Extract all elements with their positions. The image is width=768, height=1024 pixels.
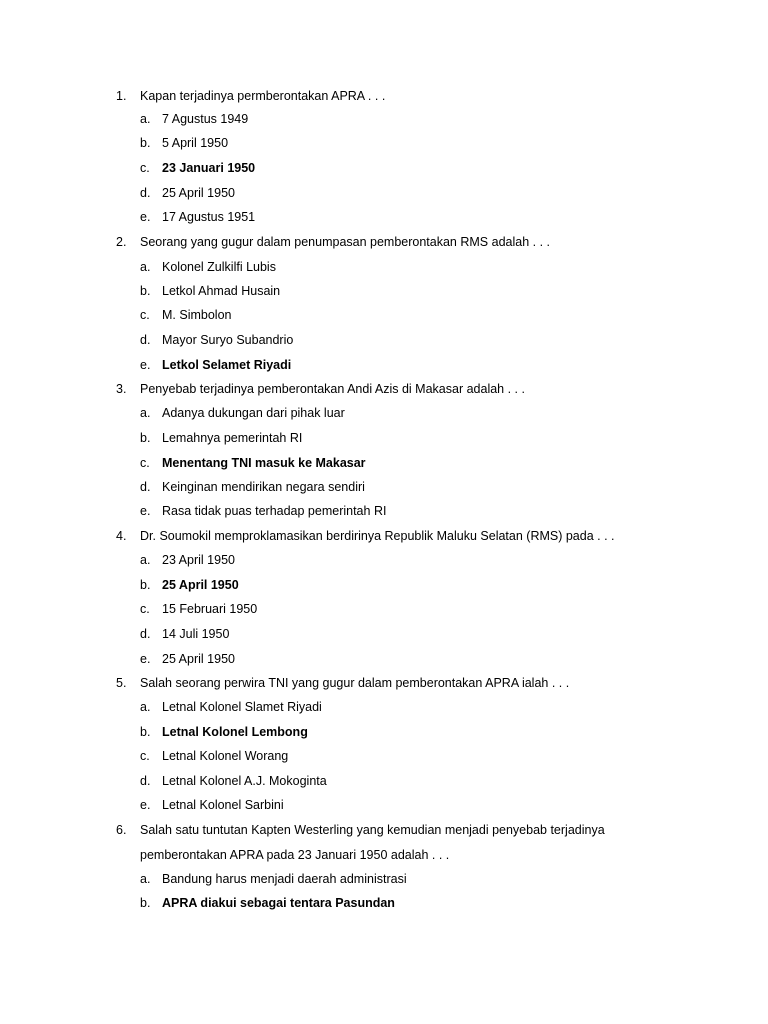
- question-number: 3.: [116, 382, 127, 396]
- option-text: 5 April 1950: [162, 136, 229, 150]
- option-text: Letnal Kolonel Sarbini: [162, 798, 284, 812]
- question-text: Kapan terjadinya permberontakan APRA . . .: [140, 89, 386, 103]
- option-text: Rasa tidak puas terhadap pemerintah RI: [162, 504, 387, 518]
- question-text-continued: pemberontakan APRA pada 23 Januari 1950 adalah . . .: [140, 848, 450, 862]
- option-letter: a.: [140, 700, 151, 714]
- option-letter: b.: [140, 578, 151, 592]
- option-text: APRA diakui sebagai tentara Pasundan: [162, 896, 395, 910]
- option-text: 15 Februari 1950: [162, 602, 258, 616]
- option-letter: d.: [140, 333, 151, 347]
- option-letter: b.: [140, 284, 151, 298]
- option-letter: a.: [140, 112, 151, 126]
- option-text: Letkol Ahmad Husain: [162, 284, 281, 298]
- option-letter: d.: [140, 186, 151, 200]
- option-letter: b.: [140, 136, 151, 150]
- option-text: Lemahnya pemerintah RI: [162, 431, 303, 445]
- question-text: Salah seorang perwira TNI yang gugur dalam pemberontakan APRA ialah . . .: [140, 676, 570, 690]
- option-text: 25 April 1950: [162, 186, 235, 200]
- option-text: Adanya dukungan dari pihak luar: [162, 406, 345, 420]
- option-text: Letnal Kolonel Worang: [162, 749, 289, 763]
- option-letter: d.: [140, 774, 151, 788]
- option-letter: a.: [140, 872, 151, 886]
- option-text: Mayor Suryo Subandrio: [162, 333, 294, 347]
- option-text: M. Simbolon: [162, 308, 232, 322]
- option-letter: d.: [140, 627, 151, 641]
- option-letter: b.: [140, 896, 151, 910]
- question-number: 2.: [116, 235, 127, 249]
- option-letter: e.: [140, 504, 151, 518]
- option-letter: d.: [140, 480, 151, 494]
- option-text: Bandung harus menjadi daerah administrasi: [162, 872, 407, 886]
- option-letter: b.: [140, 725, 151, 739]
- option-text: Letnal Kolonel A.J. Mokoginta: [162, 774, 327, 788]
- question-text: Seorang yang gugur dalam penumpasan pemberontakan RMS adalah . . .: [140, 235, 550, 249]
- question-text: Penyebab terjadinya pemberontakan Andi Azis di Makasar adalah . . .: [140, 382, 525, 396]
- option-text: Keinginan mendirikan negara sendiri: [162, 480, 365, 494]
- option-letter: c.: [140, 749, 150, 763]
- option-text: Kolonel Zulkilfi Lubis: [162, 260, 276, 274]
- option-text: 14 Juli 1950: [162, 627, 230, 641]
- question-text: Dr. Soumokil memproklamasikan berdirinya Republik Maluku Selatan (RMS) pada . . .: [140, 529, 615, 543]
- option-text: 25 April 1950: [162, 578, 239, 592]
- option-text: 23 Januari 1950: [162, 161, 256, 175]
- question-number: 4.: [116, 529, 127, 543]
- option-text: Menentang TNI masuk ke Makasar: [162, 456, 366, 470]
- option-letter: c.: [140, 456, 150, 470]
- question-number: 5.: [116, 676, 127, 690]
- option-text: Letnal Kolonel Slamet Riyadi: [162, 700, 322, 714]
- option-text: Letnal Kolonel Lembong: [162, 725, 308, 739]
- option-letter: e.: [140, 210, 151, 224]
- question-text: Salah satu tuntutan Kapten Westerling yang kemudian menjadi penyebab terjadinya: [140, 823, 605, 837]
- option-text: 25 April 1950: [162, 652, 235, 666]
- option-letter: a.: [140, 260, 151, 274]
- option-text: 23 April 1950: [162, 553, 235, 567]
- question-number: 6.: [116, 823, 127, 837]
- option-letter: e.: [140, 358, 151, 372]
- option-text: Letkol Selamet Riyadi: [162, 358, 292, 372]
- option-text: 7 Agustus 1949: [162, 112, 249, 126]
- option-text: 17 Agustus 1951: [162, 210, 256, 224]
- option-letter: c.: [140, 161, 150, 175]
- option-letter: c.: [140, 602, 150, 616]
- option-letter: a.: [140, 553, 151, 567]
- option-letter: e.: [140, 652, 151, 666]
- option-letter: b.: [140, 431, 151, 445]
- option-letter: a.: [140, 406, 151, 420]
- option-letter: e.: [140, 798, 151, 812]
- question-number: 1.: [116, 89, 127, 103]
- option-letter: c.: [140, 308, 150, 322]
